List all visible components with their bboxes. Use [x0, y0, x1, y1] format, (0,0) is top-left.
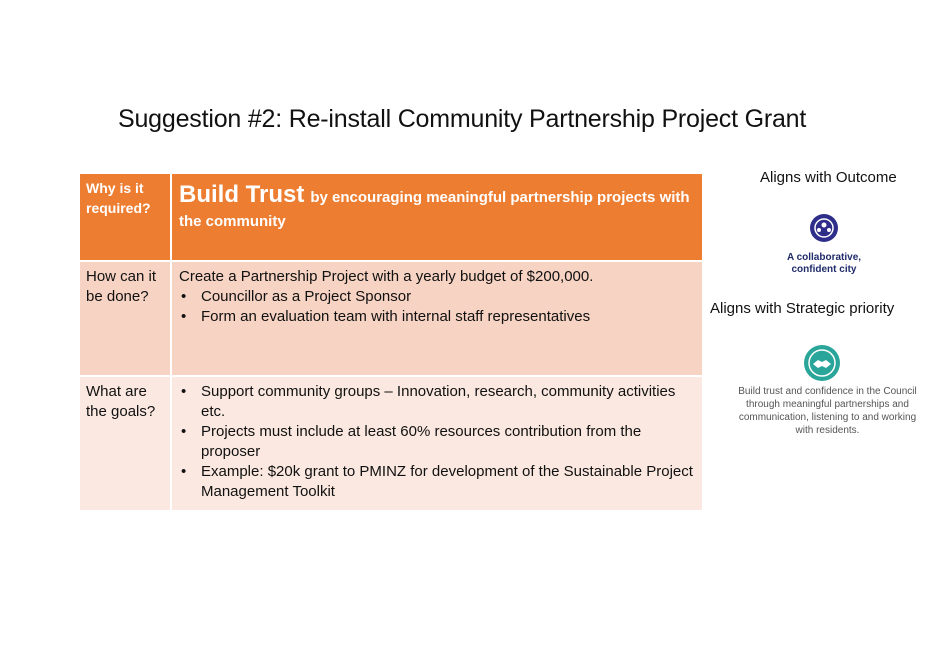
list-item: • Projects must include at least 60% resources contribution from the proposer	[201, 422, 695, 462]
row-label: What are the goals?	[80, 377, 172, 510]
headline-subtext: by encouraging meaningful partnership projects with the community	[179, 189, 690, 230]
handshake-icon	[804, 345, 840, 381]
outcome-text: A collaborative, confident city	[786, 252, 862, 275]
suggestion-table	[80, 174, 702, 512]
priority-text: Build trust and confidence in the Council through meaningful partnerships and communication, listening to and working with residents.	[738, 386, 917, 436]
people-icon	[810, 214, 838, 242]
row-content	[172, 174, 702, 260]
row-intro: Create a Partnership Project with a yearly budget of $200,000.	[179, 268, 594, 285]
bullet-list	[179, 287, 695, 327]
table-row	[80, 262, 702, 377]
bullet-list	[179, 382, 695, 502]
page-title: Suggestion #2: Re-install Community Partnership Project Grant	[118, 105, 807, 133]
outcome-heading: Aligns with Outcome	[760, 169, 897, 186]
table-row	[80, 377, 702, 512]
table-row	[80, 174, 702, 262]
list-item: • Example: $20k grant to PMINZ for development of the Sustainable Project Management Toolkit	[201, 462, 695, 502]
list-item: • Support community groups – Innovation, research, community activities etc.	[201, 382, 695, 422]
row-label: Why is it required?	[80, 174, 172, 260]
headline: Build Trust	[179, 181, 305, 208]
row-content	[172, 262, 702, 375]
row-label: How can it be done?	[80, 262, 172, 375]
list-item: • Form an evaluation team with internal staff representatives	[201, 307, 695, 327]
row-content	[172, 377, 702, 510]
priority-heading: Aligns with Strategic priority	[710, 300, 895, 317]
list-item: • Councillor as a Project Sponsor	[201, 287, 695, 307]
